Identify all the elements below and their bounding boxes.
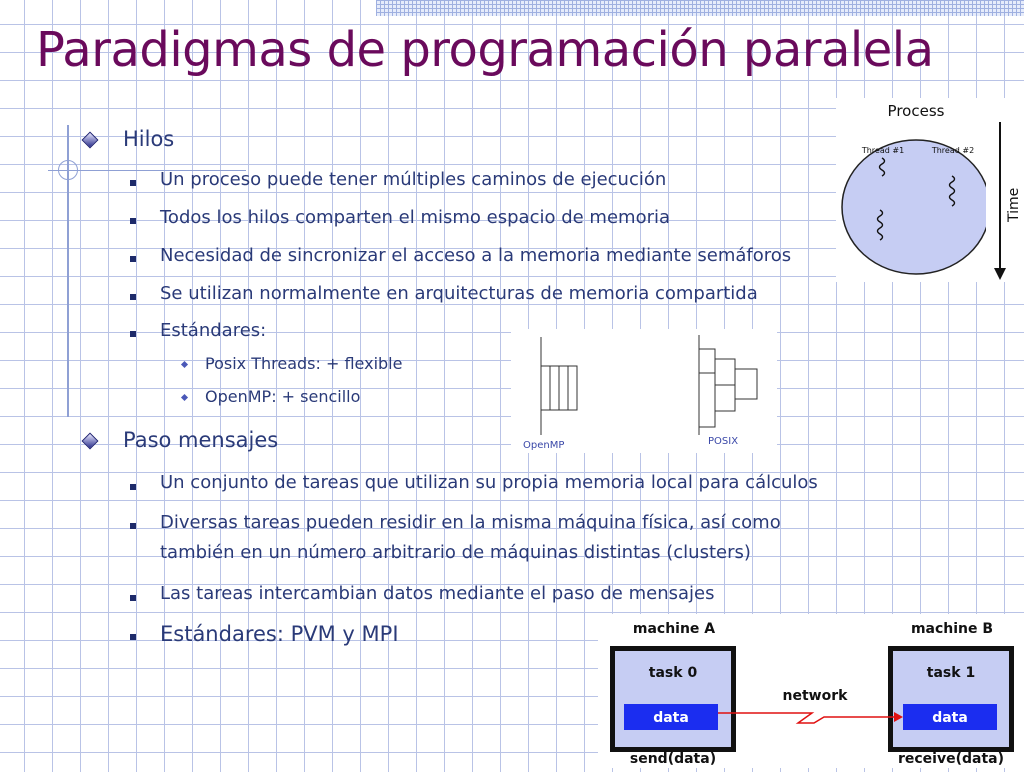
receive-label: receive(data) — [897, 751, 1005, 767]
openmp-label: OpenMP — [523, 440, 565, 451]
small-diamond-bullet-icon — [181, 394, 188, 401]
decor-circle — [58, 160, 78, 180]
list-item: Las tareas intercambian datos mediante el paso de mensajes — [160, 583, 715, 604]
list-item: Un proceso puede tener múltiples caminos de ejecución — [160, 169, 667, 190]
heading-hilos: Hilos — [123, 127, 175, 151]
network-label: network — [782, 688, 848, 704]
standard-item: Posix Threads: + flexible — [205, 354, 403, 373]
square-bullet-icon — [130, 595, 136, 601]
top-decor-strip — [376, 0, 1024, 16]
posix-label: POSIX — [708, 436, 739, 447]
task1-label: task 1 — [926, 665, 976, 681]
square-bullet-icon — [130, 218, 136, 224]
data-b-label: data — [932, 710, 968, 726]
thread2-label: Thread #2 — [931, 146, 975, 155]
square-bullet-icon — [130, 484, 136, 490]
standard-item: OpenMP: + sencillo — [205, 387, 361, 406]
list-item: Estándares: — [160, 320, 267, 341]
list-item: Estándares: PVM y MPI — [160, 622, 399, 646]
send-label: send(data) — [629, 751, 717, 767]
list-item: Un conjunto de tareas que utilizan su propia memoria local para cálculos — [160, 472, 818, 493]
diamond-bullet-icon — [82, 433, 99, 450]
square-bullet-icon — [130, 331, 136, 337]
list-item: Necesidad de sincronizar el acceso a la memoria mediante semáforos — [160, 245, 792, 266]
diamond-bullet-icon — [82, 132, 99, 149]
process-title: Process — [887, 102, 945, 120]
list-item: Se utilizan normalmente en arquitecturas de memoria compartida — [160, 283, 758, 304]
list-item: Diversas tareas pueden residir en la misma máquina física, así como también en un número arbitrario de máquinas distintas (clusters) — [160, 512, 781, 563]
process-diagram — [836, 98, 1024, 282]
square-bullet-icon — [130, 523, 136, 529]
machine-a-label: machine A — [632, 621, 716, 637]
openmp-fork-join-icon — [541, 337, 577, 435]
slide-title: Paradigmas de programación paralela — [36, 22, 934, 78]
message-passing-diagram — [598, 614, 1024, 768]
posix-thread-tree-icon — [699, 335, 757, 435]
network-arrow-line — [718, 713, 894, 723]
openmp-posix-diagram — [511, 329, 777, 453]
process-circle — [842, 140, 990, 274]
task0-label: task 0 — [648, 665, 698, 681]
thread1-label: Thread #1 — [861, 146, 905, 155]
data-a-label: data — [653, 710, 689, 726]
small-diamond-bullet-icon — [181, 361, 188, 368]
machine-b-label: machine B — [910, 621, 994, 637]
list-item: Todos los hilos comparten el mismo espacio de memoria — [160, 207, 671, 228]
heading-paso-mensajes: Paso mensajes — [123, 428, 279, 452]
square-bullet-icon — [130, 634, 136, 640]
square-bullet-icon — [130, 180, 136, 186]
square-bullet-icon — [130, 256, 136, 262]
time-label: Time — [1006, 187, 1022, 222]
square-bullet-icon — [130, 294, 136, 300]
